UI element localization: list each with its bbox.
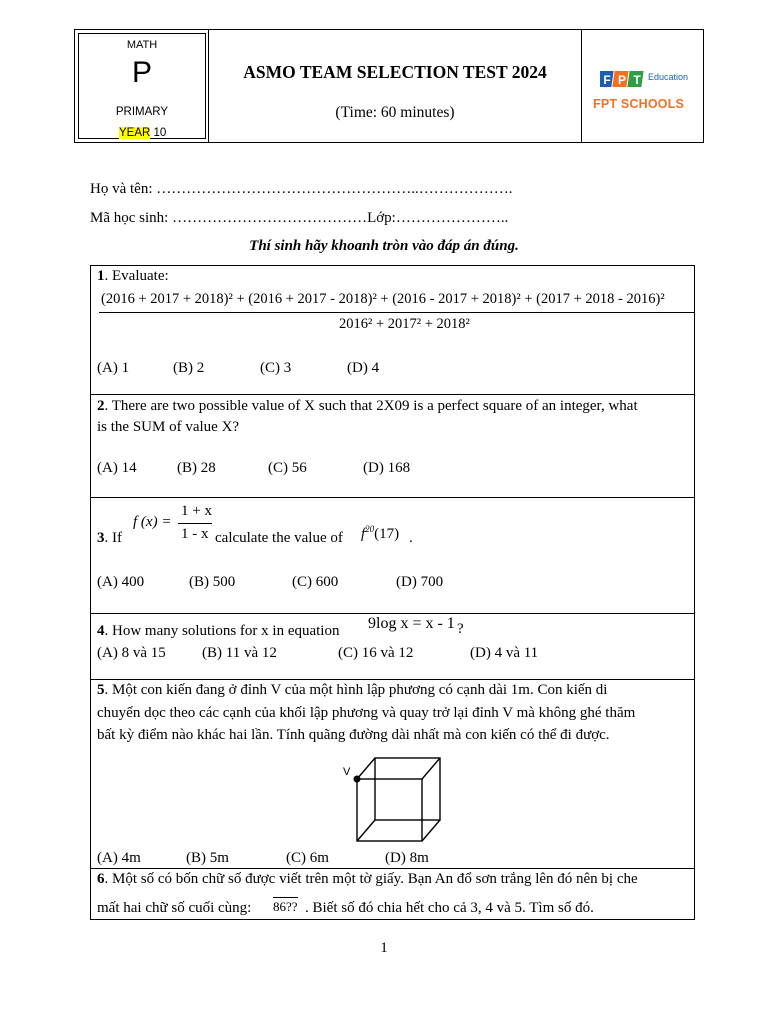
q3-number: 3	[97, 530, 105, 546]
q3-end: .	[409, 530, 413, 546]
row-divider	[91, 497, 694, 498]
q3-prompt	[97, 530, 122, 547]
year-number: 10	[150, 127, 167, 139]
logo-schools: FPT SCHOOLS	[593, 97, 685, 111]
q1-option-b[interactable]: (B) 2	[173, 360, 205, 376]
q4-end: ?	[457, 621, 464, 637]
q1-numerator: (2016 + 2017 + 2018)² + (2016 + 2017 - 2018)² + (2016 - 2017 + 2018)² + (2017 + 2018 - 2016)²	[101, 291, 665, 307]
year-label	[119, 127, 166, 139]
page-number: 1	[380, 940, 388, 956]
q4-option-a[interactable]: (A) 8 và 15	[97, 645, 166, 661]
year-highlight: YEAR	[119, 127, 151, 139]
q6-line2b: . Biết số đó chia hết cho cả 3, 4 và 5. Tìm số đó.	[305, 900, 594, 916]
divider-right	[581, 30, 582, 142]
q1-fraction-bar	[99, 312, 694, 313]
q5-number: 5	[97, 682, 105, 698]
q1-option-d[interactable]: (D) 4	[347, 360, 380, 376]
q6-prompt	[97, 871, 638, 888]
q1-option-c[interactable]: (C) 3	[260, 360, 292, 376]
fpt-logo-icon	[600, 68, 646, 90]
q5-option-d[interactable]: (D) 8m	[385, 850, 429, 866]
q2-option-b[interactable]: (B) 28	[177, 460, 216, 476]
q4-option-b[interactable]: (B) 11 và 12	[202, 645, 277, 661]
q6-line2a: mất hai chữ số cuối cùng:	[97, 900, 252, 916]
q3-option-d[interactable]: (D) 700	[396, 574, 444, 590]
subject-label: MATH	[126, 39, 158, 51]
q3-option-a[interactable]: (A) 400	[97, 574, 145, 590]
q3-f-arg: (17)	[374, 526, 400, 542]
cube-vertex-label: V	[343, 766, 351, 778]
q4-number: 4	[97, 623, 105, 639]
q5-option-c[interactable]: (C) 6m	[286, 850, 329, 866]
q2-option-c[interactable]: (C) 56	[268, 460, 307, 476]
test-time: (Time: 60 minutes)	[335, 104, 455, 121]
q2-prompt-line2: is the SUM of value X?	[97, 419, 240, 435]
q2-prompt	[97, 398, 638, 415]
q4-prompt	[97, 623, 339, 640]
question-table	[90, 265, 695, 920]
q4-option-c[interactable]: (C) 16 và 12	[338, 645, 414, 661]
student-id-line: Mã học sinh: …………………………………Lớp:…………………..	[90, 210, 509, 226]
divider-left	[208, 30, 209, 142]
q1-text: . Evaluate:	[104, 268, 169, 284]
fpt-logo	[600, 68, 695, 90]
q3-frac-numerator: 1 + x	[181, 503, 212, 519]
q2-option-a[interactable]: (A) 14	[97, 460, 137, 476]
q4-text: . How many solutions for x in equation	[104, 623, 340, 639]
q3-fx: f (x) =	[133, 514, 172, 530]
q3-option-b[interactable]: (B) 500	[189, 574, 236, 590]
logo-education: Education	[648, 72, 689, 82]
svg-text:T: T	[633, 73, 641, 87]
q5-line2: chuyển dọc theo các cạnh của khối lập phương và quay trở lại đỉnh V mà không ghé thăm	[97, 705, 636, 721]
q5-line1: . Một con kiến đang ở đỉnh V của một hình lập phương có cạnh dài 1m. Con kiến di	[104, 682, 608, 698]
q6-number: 6	[97, 871, 105, 887]
cube-diagram	[341, 754, 446, 846]
q3-option-c[interactable]: (C) 600	[292, 574, 339, 590]
row-divider	[91, 394, 694, 395]
test-title: ASMO TEAM SELECTION TEST 2024	[243, 62, 547, 82]
q3-f-sup: 20	[365, 524, 375, 534]
q2-option-d[interactable]: (D) 168	[363, 460, 411, 476]
subject-cell	[78, 33, 206, 139]
q6-line1: . Một số có bốn chữ số được viết trên một tờ giấy. Bạn An đổ sơn trắng lên đó nên bị che	[104, 871, 638, 887]
q2-text: . There are two possible value of X such that 2X09 is a perfect square of an integer, what	[104, 398, 638, 414]
q3-if: . If	[104, 530, 122, 546]
svg-text:F: F	[603, 73, 611, 87]
q3-frac-denominator: 1 - x	[181, 526, 209, 542]
level-label: PRIMARY	[115, 106, 169, 118]
instruction: Thí sinh hãy khoanh tròn vào đáp án đúng.	[249, 238, 519, 254]
q3-f: f	[361, 526, 366, 542]
subject-letter: P	[131, 56, 152, 89]
q4-equation: 9log x = x - 1	[368, 615, 455, 632]
q1-option-a[interactable]: (A) 1	[97, 360, 130, 376]
q3-mid-text: calculate the value of	[215, 530, 343, 546]
row-divider	[91, 868, 694, 869]
header-table	[74, 29, 704, 143]
q5-line3: bất kỳ điểm nào khác hai lần. Tính quãng đường dài nhất mà con kiến có thể đi được.	[97, 727, 610, 743]
name-line: Họ và tên: ……………………………………………..……………….	[90, 181, 513, 197]
q3-f20	[361, 524, 399, 543]
svg-text:P: P	[617, 73, 627, 87]
q1-denominator: 2016² + 2017² + 2018²	[339, 316, 470, 332]
q3-fraction-bar	[178, 523, 212, 524]
q2-number: 2	[97, 398, 105, 414]
row-divider	[91, 679, 694, 680]
q5-option-a[interactable]: (A) 4m	[97, 850, 141, 866]
q5-prompt	[97, 682, 607, 699]
row-divider	[91, 613, 694, 614]
q4-option-d[interactable]: (D) 4 và 11	[470, 645, 539, 661]
q1-prompt	[97, 268, 169, 285]
q6-overline-number: 86??	[273, 899, 298, 914]
q5-option-b[interactable]: (B) 5m	[186, 850, 229, 866]
q1-number: 1	[97, 268, 105, 284]
